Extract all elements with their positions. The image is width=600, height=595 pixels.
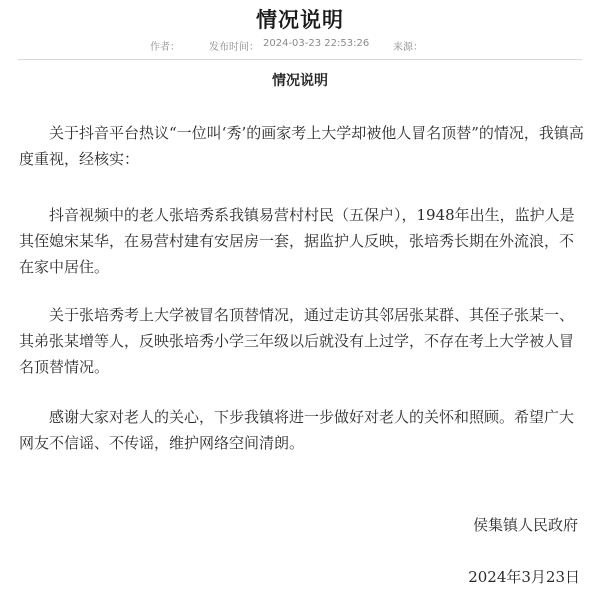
signature-date: 2024年3月23日: [468, 568, 580, 586]
author-label: 作者：: [150, 42, 180, 53]
publish-time-value: 2024-03-23 22:53:26: [263, 38, 370, 49]
signature-organization: 侯集镇人民政府: [472, 516, 578, 534]
page-title: 情况说明: [256, 8, 344, 32]
paragraph-person-info: 抖音视频中的老人张培秀系我镇易营村村民（五保户），1948年出生，监护人是其侄媳宋某华，在易营村建有安居房一套，据监护人反映，张培秀长期在外流浪，不在家中居住。: [19, 206, 575, 276]
document-heading: 情况说明: [272, 73, 328, 89]
article-meta: [0, 38, 600, 54]
paragraph-intro: 关于抖音平台热议“一位叫‘秀’的画家考上大学却被他人冒名顶替”的情况，我镇高度重视，经核实：: [19, 124, 584, 168]
paragraph-investigation: 关于张培秀考上大学被冒名顶替情况，通过走访其邻居张某群、其侄子张某一、其弟张某增等人，反映张培秀小学三年级以后就没有上过学，不存在考上大学被人冒名顶替情况。: [19, 306, 575, 376]
paragraph-closing: 感谢大家对老人的关心，下步我镇将进一步做好对老人的关怀和照顾。希望广大网友不信谣、不传谣，维护网络空间清朗。: [19, 408, 575, 452]
header-divider: [18, 59, 582, 60]
publish-time-label: 发布时间：: [209, 42, 259, 53]
source-label: 来源：: [393, 42, 423, 53]
